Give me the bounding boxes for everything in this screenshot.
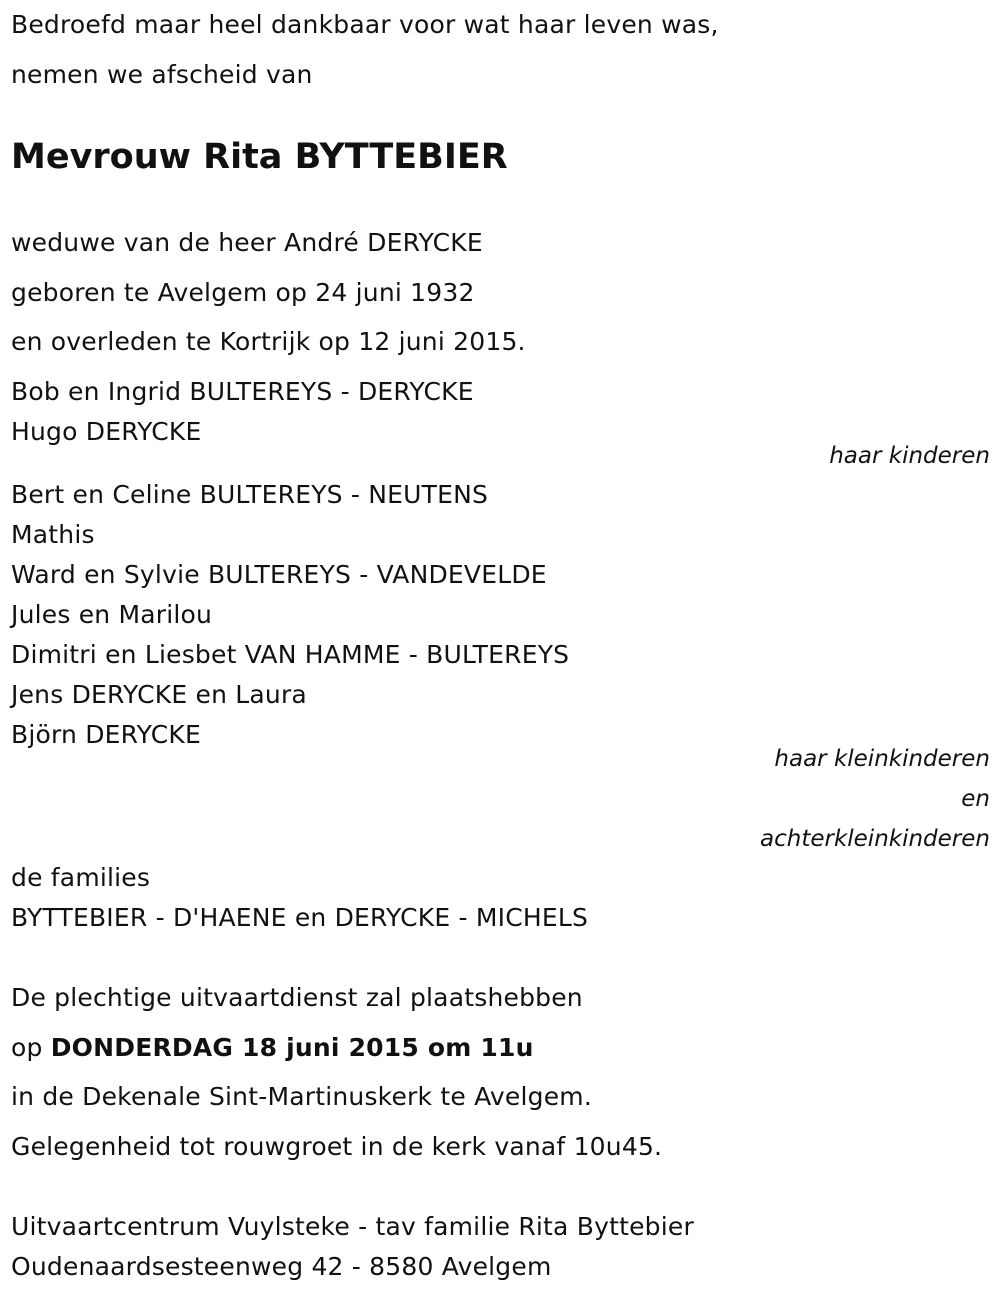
service-date: DONDERDAG 18 juni 2015 om 11u [50, 1033, 534, 1062]
intro-line-2: nemen we afscheid van [11, 60, 313, 89]
widow-line: weduwe van de heer André DERYCKE [11, 228, 483, 257]
condolence-info: Gelegenheid tot rouwgroet in de kerk vanaf 10u45. [11, 1132, 663, 1161]
families-names: BYTTEBIER - D'HAENE en DERYCKE - MICHELS [11, 903, 589, 932]
grandchild-name: Bert en Celine BULTEREYS - NEUTENS [11, 480, 489, 509]
families-heading: de families [11, 863, 151, 892]
service-location: in de Dekenale Sint-Martinuskerk te Avelgem. [11, 1082, 592, 1111]
birth-line: geboren te Avelgem op 24 juni 1932 [11, 278, 475, 307]
deceased-name: Mevrouw Rita BYTTEBIER [11, 137, 508, 177]
intro-line-1: Bedroefd maar heel dankbaar voor wat haar leven was, [11, 10, 719, 39]
child-name: Bob en Ingrid BULTEREYS - DERYCKE [11, 377, 474, 406]
children-label: haar kinderen [829, 443, 990, 469]
child-name: Hugo DERYCKE [11, 417, 202, 446]
service-date-line [11, 1033, 534, 1063]
grandchild-name: Björn DERYCKE [11, 720, 201, 749]
contact-line-1: Uitvaartcentrum Vuylsteke - tav familie Rita Byttebier [11, 1212, 694, 1241]
grandchildren-label-2: en [961, 786, 990, 812]
contact-address: Oudenaardsesteenweg 42 - 8580 Avelgem [11, 1252, 552, 1281]
service-date-prefix: op [11, 1033, 51, 1062]
grandchildren-label-3: achterkleinkinderen [760, 826, 990, 852]
grandchild-name: Dimitri en Liesbet VAN HAMME - BULTEREYS [11, 640, 570, 669]
grandchild-name: Mathis [11, 520, 95, 549]
grandchild-name: Ward en Sylvie BULTEREYS - VANDEVELDE [11, 560, 547, 589]
grandchild-name: Jens DERYCKE en Laura [11, 680, 307, 709]
service-intro: De plechtige uitvaartdienst zal plaatshebben [11, 983, 583, 1012]
grandchildren-label-1: haar kleinkinderen [774, 746, 990, 772]
grandchild-name: Jules en Marilou [11, 600, 213, 629]
death-line: en overleden te Kortrijk op 12 juni 2015. [11, 327, 526, 356]
